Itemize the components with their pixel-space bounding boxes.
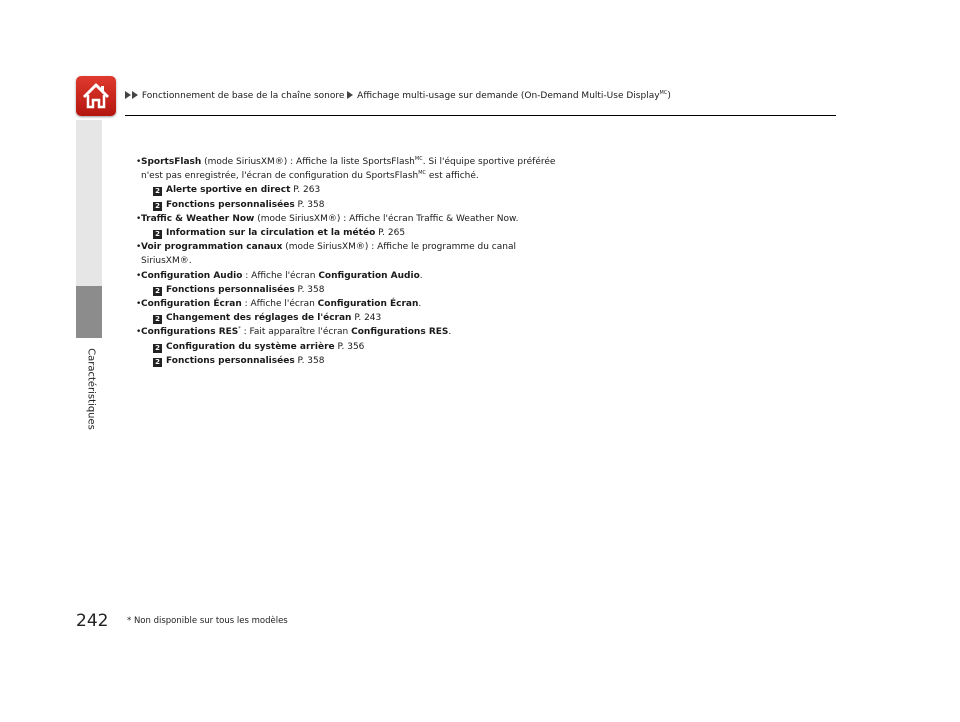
list-item-channel [136, 240, 701, 268]
item-text: . [419, 270, 423, 281]
item-text: : Affiche l'écran [242, 270, 319, 281]
reference-title: Information sur la circulation et la météo [166, 228, 376, 239]
reference-arrow-icon: 2 [153, 358, 162, 367]
reference-page: P. 358 [294, 284, 325, 295]
item-text: . [448, 327, 452, 338]
reference-arrow-icon: 2 [153, 230, 162, 239]
bullet: • [136, 213, 142, 224]
cross-reference[interactable] [141, 340, 701, 354]
item-text: (mode SiriusXM®) : Affiche le programme du canal [282, 242, 516, 253]
home-icon [76, 76, 116, 116]
list-item-sportsflash [136, 155, 701, 212]
item-text: . [418, 299, 422, 310]
reference-title: Fonctions personnalisées [166, 355, 295, 366]
item-bold-text: Configuration Audio [318, 270, 420, 281]
item-text: : Affiche l'écran [241, 299, 318, 310]
home-button[interactable] [76, 76, 116, 116]
bullet: • [136, 242, 142, 253]
reference-page: P. 356 [334, 341, 365, 352]
reference-arrow-icon: 2 [153, 344, 162, 353]
list-item-res [136, 325, 701, 368]
page-number: 242 [76, 611, 109, 631]
list-item-screen [136, 297, 701, 325]
footnote-star: * [238, 326, 241, 333]
list-item-traffic [136, 212, 701, 240]
reference-title: Changement des réglages de l'écran [166, 313, 352, 324]
section-label [84, 344, 98, 434]
reference-arrow-icon: 2 [153, 202, 162, 211]
reference-page: P. 263 [290, 185, 321, 196]
cross-reference[interactable] [141, 226, 701, 240]
item-text: n'est pas enregistrée, l'écran de configuration du SportsFlash [141, 171, 419, 182]
superscript: MC [418, 170, 427, 177]
reference-title: Alerte sportive en direct [166, 185, 291, 196]
reference-page: P. 265 [375, 228, 406, 239]
reference-page: P. 358 [294, 355, 325, 366]
breadcrumb-current[interactable]: Affichage multi-usage sur demande (On-Demand Multi-Use Display$^{MC}$) [357, 90, 671, 101]
item-title: Configurations RES [141, 327, 239, 338]
item-title: SportsFlash [141, 157, 202, 167]
cross-reference[interactable] [141, 311, 701, 325]
reference-page: P. 358 [294, 199, 325, 210]
item-title: Configuration Audio [141, 270, 243, 281]
superscript: MC [414, 156, 423, 162]
item-text: (mode SiriusXM®) : Affiche la liste SportsFlash [201, 157, 415, 167]
breadcrumb-arrow-icon [347, 91, 353, 99]
breadcrumb-link-audio[interactable]: Fonctionnement de base de la chaîne sonore [141, 91, 345, 101]
reference-arrow-icon: 2 [153, 287, 162, 296]
item-text: SiriusXM®. [141, 256, 192, 267]
item-text: . Si l'équipe sportive préférée [422, 157, 556, 167]
item-title: Configuration Écran [141, 299, 242, 310]
item-title: Traffic & Weather Now [141, 213, 255, 224]
cross-reference[interactable] [141, 198, 701, 212]
reference-page: P. 243 [351, 313, 382, 324]
item-text: : Fait apparaître l'écran [240, 327, 352, 338]
list-item-audio [136, 269, 701, 297]
bullet: • [136, 299, 142, 310]
footnote: * Non disponible sur tous les modèles [127, 616, 288, 626]
item-bold-text: Configuration Écran [317, 299, 419, 310]
breadcrumb-arrow-icon [132, 91, 138, 99]
cross-reference[interactable] [141, 283, 701, 297]
reference-title: Fonctions personnalisées [166, 284, 295, 295]
sidebar-active-block [76, 286, 102, 338]
cross-reference[interactable] [141, 354, 701, 368]
bullet: • [136, 270, 142, 281]
cross-reference[interactable] [141, 183, 701, 197]
bullet: • [136, 327, 142, 338]
reference-arrow-icon: 2 [153, 187, 162, 196]
header-rule [125, 115, 836, 116]
reference-title: Configuration du système arrière [166, 341, 335, 352]
section-label-text: Caractéristiques [85, 348, 97, 430]
item-text: (mode SiriusXM®) : Affiche l'écran Traffic & Weather Now. [254, 213, 519, 224]
item-title: Voir programmation canaux [141, 242, 283, 253]
breadcrumb-arrow-icon [125, 91, 131, 99]
item-text: est affiché. [426, 171, 479, 182]
content [136, 155, 701, 368]
reference-arrow-icon: 2 [153, 315, 162, 324]
reference-title: Fonctions personnalisées [166, 199, 295, 210]
sidebar-tab [76, 120, 102, 338]
breadcrumb [125, 91, 671, 101]
bullet: • [136, 157, 142, 167]
item-bold-text: Configurations RES [351, 327, 449, 338]
